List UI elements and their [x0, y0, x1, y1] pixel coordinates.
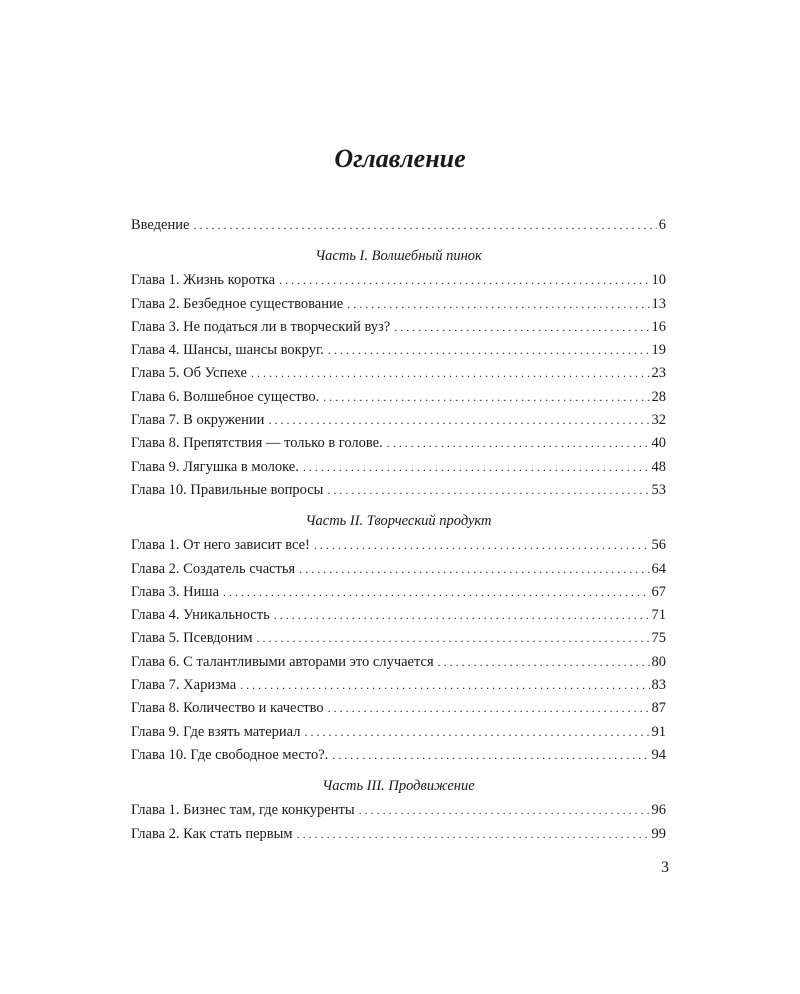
toc-entry [131, 479, 666, 502]
toc-entry [131, 316, 666, 339]
toc-entry [131, 697, 666, 720]
toc-entry-page: 67 [651, 583, 666, 600]
dot-leader [274, 604, 650, 627]
toc-entry-label: Глава 5. Псевдоним [131, 630, 253, 647]
dot-leader [257, 627, 650, 650]
toc-entry-page: 71 [651, 607, 666, 624]
toc-entry [131, 409, 666, 432]
toc-entry-label: Глава 10. Правильные вопросы [131, 481, 324, 498]
toc-entry-page: 23 [651, 365, 666, 382]
toc-entry-page: 83 [651, 677, 666, 694]
toc-entry-label: Глава 8. Препятствия — только в голове. [131, 435, 383, 452]
page-title: Оглавление [334, 144, 466, 174]
dot-leader [347, 293, 649, 316]
dot-leader [297, 823, 650, 846]
toc-entry [131, 534, 666, 557]
dot-leader [359, 799, 650, 822]
toc-entry-page: 10 [651, 272, 666, 289]
toc-entry-label: Введение [131, 217, 190, 233]
toc-entry-page: 94 [651, 746, 666, 763]
toc-entry [131, 432, 666, 455]
dot-leader [193, 214, 656, 237]
toc-entry-page: 56 [651, 537, 666, 554]
toc-entry-label: Глава 5. Об Успехе [131, 365, 247, 382]
toc-entry-label: Глава 8. Количество и качество [131, 700, 324, 717]
toc-entry-label: Глава 1. Бизнес там, где конкуренты [131, 802, 355, 819]
toc-entry [131, 581, 666, 604]
toc-entry-page: 28 [651, 388, 666, 405]
dot-leader [327, 479, 649, 502]
toc-entry-page: 87 [651, 700, 666, 717]
toc-entry [131, 674, 666, 697]
toc-entry-page: 19 [651, 342, 666, 359]
dot-leader [299, 558, 649, 581]
toc-entry-page: 91 [651, 723, 666, 740]
dot-leader [223, 581, 649, 604]
toc-entry-page: 64 [651, 560, 666, 577]
dot-leader [328, 339, 650, 362]
dot-leader [438, 651, 650, 674]
toc-entry-page: 16 [651, 318, 666, 335]
dot-leader [394, 316, 649, 339]
part-heading: Часть I. Волшебный пинок [315, 248, 482, 265]
toc-entry-page: 99 [651, 825, 666, 842]
dot-leader [332, 744, 649, 767]
toc-entry [131, 456, 666, 479]
toc-entry [131, 627, 666, 650]
toc-entry-page: 96 [651, 802, 666, 819]
toc-entry-page: 75 [651, 630, 666, 647]
toc-entry [131, 721, 666, 744]
toc-entry-label: Глава 9. Лягушка в молоке. [131, 458, 299, 475]
dot-leader [279, 269, 649, 292]
toc-entry-label: Глава 2. Создатель счастья [131, 560, 296, 577]
dot-leader [387, 432, 650, 455]
toc-entry-label: Глава 1. От него зависит все! [131, 537, 310, 554]
toc-entry-label: Глава 3. Не податься ли в творческий вуз? [131, 318, 391, 335]
dot-leader [328, 697, 650, 720]
toc-entry-label: Глава 4. Шансы, шансы вокруг. [131, 342, 324, 359]
toc-entry-page: 53 [651, 481, 666, 498]
toc-entry [131, 799, 666, 822]
toc-entry-page: 48 [651, 458, 666, 475]
toc-entry-label: Глава 10. Где свободное место?. [131, 746, 329, 763]
page-number: 3 [661, 859, 669, 876]
toc-entry [131, 558, 666, 581]
dot-leader [303, 456, 650, 479]
toc-entry-label: Глава 2. Безбедное существование [131, 295, 344, 312]
toc-entry [131, 744, 666, 767]
toc-entry-introduction [131, 214, 666, 237]
toc-entry [131, 386, 666, 409]
toc-entry [131, 269, 666, 292]
toc-entry-label: Глава 1. Жизнь коротка [131, 272, 276, 289]
table-of-contents [131, 214, 666, 846]
dot-leader [240, 674, 649, 697]
dot-leader [323, 386, 649, 409]
toc-entry [131, 651, 666, 674]
dot-leader [251, 362, 650, 385]
toc-entry-page: 32 [651, 412, 666, 429]
toc-entry-label: Глава 4. Уникальность [131, 607, 270, 624]
toc-entry-page: 80 [651, 653, 666, 670]
toc-entry [131, 823, 666, 846]
part-heading: Часть III. Продвижение [322, 778, 475, 795]
toc-entry-label: Глава 6. Волшебное существо. [131, 388, 320, 405]
toc-entry [131, 293, 666, 316]
toc-entry-label: Глава 7. Харизма [131, 677, 237, 694]
dot-leader [304, 721, 649, 744]
toc-entry [131, 339, 666, 362]
dot-leader [268, 409, 649, 432]
dot-leader [314, 534, 650, 557]
toc-entry-page: 40 [651, 435, 666, 452]
toc-entry-label: Глава 2. Как стать первым [131, 825, 293, 842]
toc-entry-page: 6 [658, 217, 666, 233]
toc-entry-label: Глава 9. Где взять материал [131, 723, 301, 740]
part-heading: Часть II. Творческий продукт [305, 513, 492, 530]
toc-entry-label: Глава 6. С талантливыми авторами это случается [131, 653, 434, 670]
toc-entry-page: 13 [651, 295, 666, 312]
toc-entry [131, 604, 666, 627]
toc-entry-label: Глава 7. В окружении [131, 412, 265, 429]
toc-entry [131, 362, 666, 385]
parts-container [131, 237, 666, 846]
toc-entry-label: Глава 3. Ниша [131, 583, 220, 600]
